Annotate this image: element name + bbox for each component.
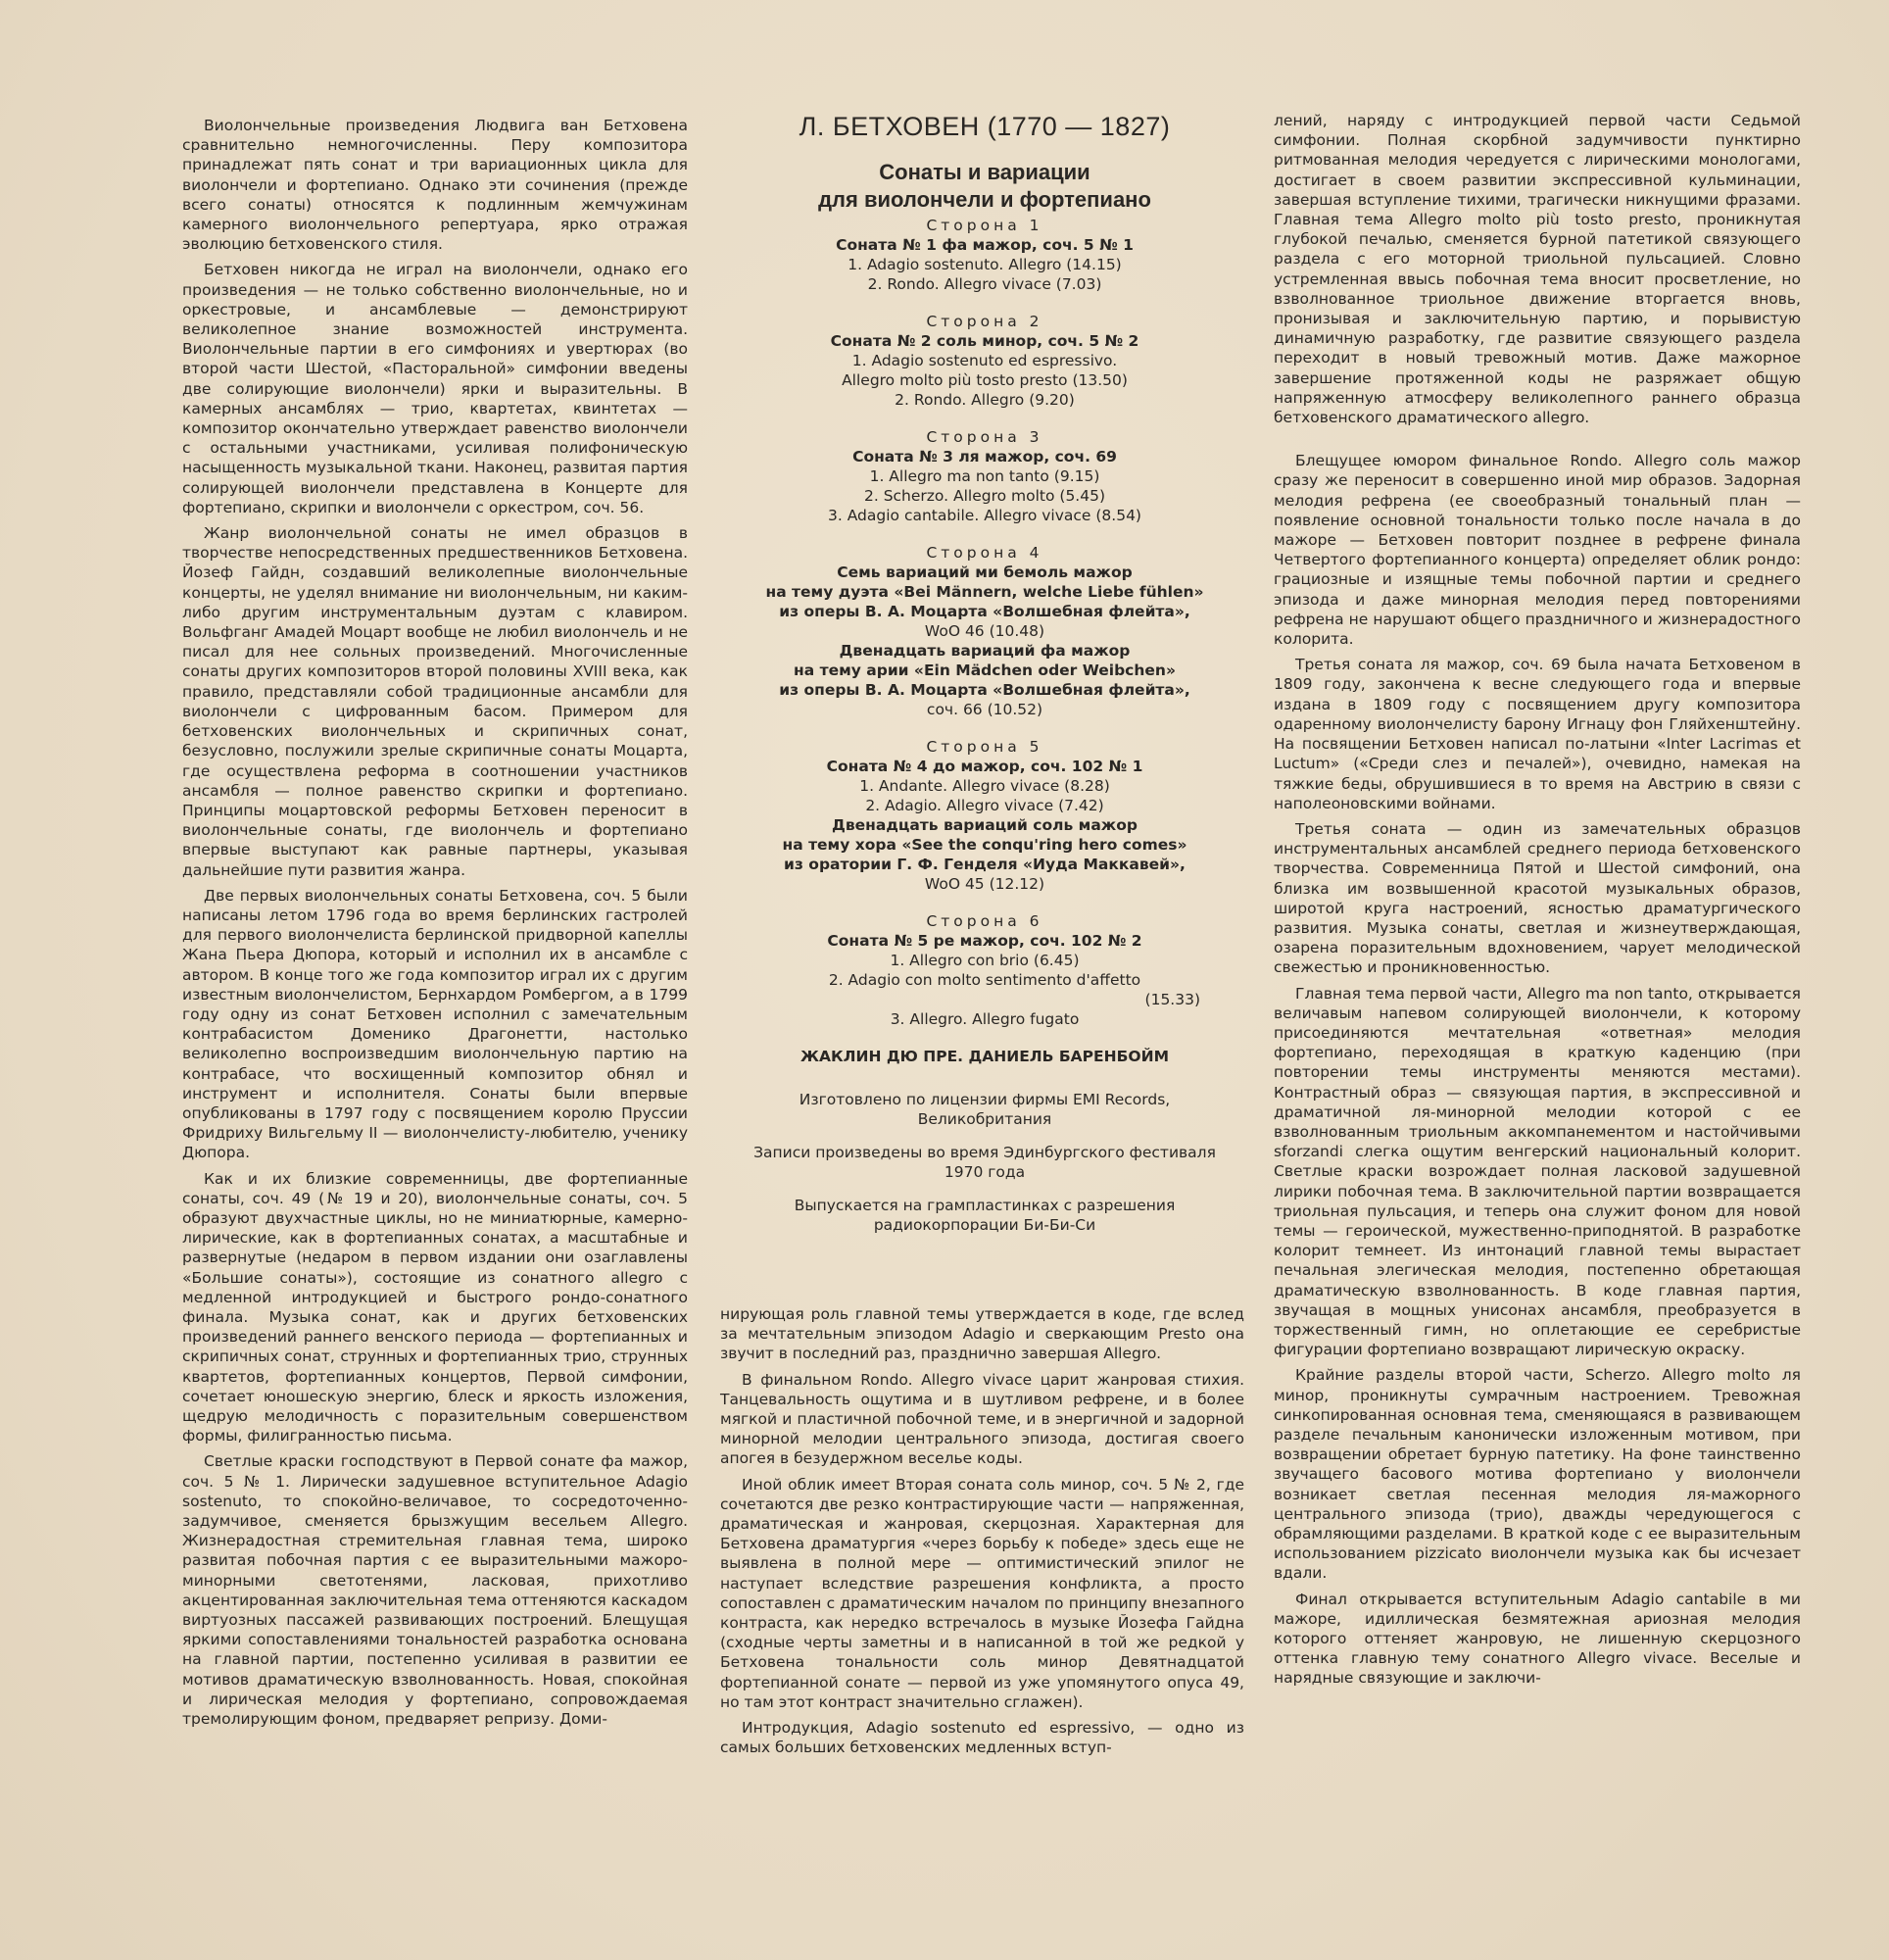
paragraph: Финал открывается вступительным Adagio cantabile в ми мажоре, идиллическая безмятежная ариозная мелодия которого оттеняет жанровую, не лишенную скерцозного оттенка главную тему сонатного Allegro vivace. Веселые и нарядные связующие и заключи- [1274,1590,1801,1688]
track-line: 1. Allegro ma non tanto (9.15) [869,467,1100,485]
recording-note: Записи произведены во время Эдинбургского фестиваля 1970 года [753,1144,1216,1181]
middle-text-column [720,1304,1244,1763]
track-line: 3. Allegro. Allegro fugato [890,1010,1080,1028]
paragraph-gap [1274,433,1801,451]
track-line: 3. Adagio cantabile. Allegro vivace (8.54) [828,507,1141,524]
paragraph: Блещущее юмором финальное Rondo. Allegro соль мажор сразу же переносит в совершенно иной мир образов. Задорная мелодия рефрена (ее своеобразный тональный план — появление основной тональности только после начала в до мажоре — Бетховен повторит позднее в рефрене финала Четвертого фортепианного концерта) определяет облик рондо: грациозные и изящные темы побочной партии и среднего эпизода и даже минорная мелодия перед повторениями рефрена не нарушают общего праздничного и жизнерадостного колорита. [1274,452,1801,649]
track-line: 2. Scherzo. Allegro molto (5.45) [863,487,1106,505]
track-line: Соната № 3 ля мажор, соч. 69 [852,448,1117,466]
paragraph: Крайние разделы второй части, Scherzo. Allegro molto ля минор, проникнуты сумрачным настроением. Тревожная синкопированная основная тема, сменяющаяся в развивающем разделе печальным канонически изложенным мотивом, при возвращении обретает бурную патетику. На фоне таинственно звучащего басового мотива фортепиано у виолончели возникает светлая песенная мелодия ля-мажорного центрального эпизода (трио), дважды чередующегося с обрамляющими разделами. В краткой коде с ее выразительным использованием pizzicato виолончели музыка как бы исчезает вдали. [1274,1366,1801,1583]
side-heading: Сторона 4 [926,544,1043,562]
paragraph: Третья соната — один из замечательных образцов инструментальных ансамблей среднего периода бетховенского творчества. Современница Пятой и Шестой симфоний, она близка им возвышенной красотой музыкальных образов, широтой круга настроений, ясностью драматургического развития. Музыка сонаты, светлая и жизнеутверждающая, озарена поразительным вдохновением, чарует мелодической свежестью и проникновенностью. [1274,819,1801,977]
track-line: 2. Rondo. Allegro vivace (7.03) [867,275,1102,293]
paragraph: Интродукция, Adagio sostenuto ed espressivo, — одно из самых больших бетховенских медленных вступ- [720,1719,1244,1757]
side-heading: Сторона 1 [926,217,1043,234]
track-line: Семь вариаций ми бемоль мажор [837,564,1133,581]
side-heading: Сторона 6 [926,912,1043,930]
track-line: Allegro molto più tosto presto (13.50) [842,371,1128,389]
track-line: 1. Andante. Allegro vivace (8.28) [859,777,1110,795]
track-line: 2. Adagio con molto sentimento d'affetto [828,971,1141,989]
side-block [745,216,1225,294]
track-line: Соната № 4 до мажор, соч. 102 № 1 [826,758,1143,775]
track-line: на тему хора «See the conqu'ring hero comes» [782,836,1187,854]
right-text-column [1274,111,1801,1694]
left-text-column [182,116,688,1735]
track-line: 1. Adagio sostenuto. Allegro (14.15) [848,256,1122,273]
paragraph: Бетховен никогда не играл на виолончели, однако его произведения — не только собственно виолончельные, но и оркестровые, и ансамблевые — демонстрируют великолепное знание возможностей инструмента. Виолончельные партии в его симфониях и увертюрах (во второй части Шестой, «Пасторальной» симфонии введены две солирующие виолончели) ярки и выразительны. В камерных ансамблях — трио, квартетах, квинтетах — композитор окончательно утверждает равенство виолончели с остальными участниками, усиливая полифоническую насыщенность музыкальной ткани. Наконец, развитая партия солирующей виолончели представлена в Концерте для фортепиано, скрипки и виолончели с оркестром, соч. 56. [182,261,688,516]
side-block [745,427,1225,525]
side-block [745,543,1225,719]
side-block [745,312,1225,410]
track-line: из оперы В. А. Моцарта «Волшебная флейта», [779,681,1190,699]
track-line: из оратории Г. Ф. Генделя «Иуда Маккавей», [784,856,1186,873]
side-block [745,911,1225,1029]
track-line: WoO 46 (10.48) [924,622,1045,640]
track-line: (15.33) [1144,991,1200,1008]
paragraph: нирующая роль главной темы утверждается в коде, где вслед за мечтательным эпизодом Adagio и сверкающим Presto она звучит в последний раз, празднично завершая Allegro. [720,1305,1244,1363]
track-line: Соната № 2 соль минор, соч. 5 № 2 [830,332,1139,350]
track-line: из оперы В. А. Моцарта «Волшебная флейта», [779,603,1190,620]
side-list [745,216,1225,1029]
track-line: WoO 45 (12.12) [924,875,1045,893]
paragraph: Как и их близкие современницы, две фортепианные сонаты, соч. 49 (№ 19 и 20), виолончельные сонаты, соч. 5 образуют двухчастные циклы, но не миниатюрные, камерно-лирические, как в фортепианных сонатах, а масштабные и развернутые (недаром в первом издании они озаглавлены «Большие сонаты»), состоящие из сонатного allegro с медленной интродукцией и быстрого рондо-сонатного финала. Музыка сонат, как и других бетховенских произведений раннего венского периода — фортепианных и скрипичных сонат, струнных и фортепианных трио, струнных квартетов, фортепианных концертов, Первой симфонии, сочетает юношескую энергию, блеск и яркость изложения, щедрую мелодичность с поразительным совершенством формы, филигранностью письма. [182,1169,688,1446]
album-title-line2: для виолончели и фортепиано [818,187,1151,212]
composer-heading: Л. БЕТХОВЕН (1770 — 1827) [799,112,1171,141]
paragraph: Иной облик имеет Вторая соната соль минор, соч. 5 № 2, где сочетаются две резко контрастирующие части — напряженная, драматическая и жанровая, скерцозная. Характерная для Бетховена драматургия «через борьбу к победе» здесь еще не выявлена в полной мере — оптимистический эпилог не наступает вследствие разрешения конфликта, а просто сопоставлен с драматическим началом по принципу внезапного контраста, как нередко встречалось в музыке Йозефа Гайдна (сходные черты заметны и в написанной в той же редкой у Бетховена тональности соль минор Девятнадцатой фортепианной сонате — первой из уже упомянутого опуса 49, но там этот контраст значительно сглажен). [720,1475,1244,1711]
paragraph: Третья соната ля мажор, соч. 69 была начата Бетховеном в 1809 году, закончена к весне следующего года и впервые издана в 1809 году с посвящением другу композитора одаренному виолончелисту барону Игнацу фон Гляйхенштейну. На посвящении Бетховен написал по-латыни «Inter Lacrimas et Luctum» («Среди слез и печалей»), очевидно, намекая на тяжкие беды, обрушившиеся в то время на Австрию в связи с наполеоновскими войнами. [1274,656,1801,812]
performers: ЖАКЛИН ДЮ ПРЕ. ДАНИЕЛЬ БАРЕНБОЙМ [800,1048,1169,1065]
side-block [745,737,1225,894]
track-line: 1. Adagio sostenuto ed espressivo. [851,352,1118,369]
track-line: на тему дуэта «Bei Männern, welche Liebe fühlen» [765,583,1204,601]
track-line: 1. Allegro con brio (6.45) [890,952,1080,969]
side-heading: Сторона 5 [926,738,1043,756]
side-heading: Сторона 2 [926,313,1043,330]
track-line: Двенадцать вариаций фа мажор [839,642,1131,660]
album-title-line1: Сонаты и вариации [879,160,1090,184]
track-line: 2. Adagio. Allegro vivace (7.42) [865,797,1104,814]
track-line: Соната № 1 фа мажор, соч. 5 № 1 [836,236,1134,254]
paragraph: Жанр виолончельной сонаты не имел образцов в творчестве непосредственных предшественников Бетховена. Йозеф Гайдн, создавший великолепные виолончельные концерты, не уделял внимание ни виолончельным, ни каким-либо другим инструментальным дуэтам с клавиром. Вольфганг Амадей Моцарт вообще не любил виолончель и не писал для нее сольных произведений. Многочисленные сонаты других композиторов второй половины XVIII века, как правило, представляли собой традиционные ансамбли для виолончели с цифрованным басом. Примером для бетховенских виолончельных и скрипичных сонат, безусловно, послужили зрелые скрипичные сонаты Моцарта, где осуществлена реформа в соотношении участников ансамбля — полное равенство скрипки и фортепиано. Принципы моцартовской реформы Бетховен переносит в виолончельные сонаты, где виолончель и фортепиано впервые выступают как равные партнеры, указывая дальнейшие пути развития жанра. [182,524,688,879]
track-line: на тему арии «Ein Mädchen oder Weibchen» [794,662,1176,679]
paragraph: В финальном Rondo. Allegro vivace царит жанровая стихия. Танцевальность ощутима и в шутливом рефрене, и в более мягкой и пластичной побочной теме, и в энергичной и задорной минорной мелодии центрального эпизода, достигая своего апогея в безудержном веселье коды. [720,1370,1244,1468]
release-note: Выпускается на грампластинках с разрешения радиокорпорации Би-Би-Си [794,1197,1176,1234]
track-line: Соната № 5 ре мажор, соч. 102 № 2 [827,932,1142,950]
license-note: Изготовлено по лицензии фирмы EMI Records, Великобритания [799,1091,1171,1128]
paragraph: Главная тема первой части, Allegro ma non tanto, открывается величавым напевом солирующей виолончели, к которому присоединяются мечтательная «ответная» мелодия фортепиано, переходящая в краткую каденцию (при повторении темы инструменты меняются местами). Контрастный образ — связующая партия, в экспрессивной и драматичной ля-минорной мелодии которой с ее взволнованным триольным аккомпанементом и настойчивыми sforzandi слегка ощутим венгерский национальный колорит. Светлые краски возрождает полная ласковой задушевной лирики побочная тема. В заключительной партии возвращается триольная пульсация, и теперь она служит фоном для новой темы — героической, мужественно-приподнятой. В разработке колорит темнеет. Из интонаций главной темы вырастает печальная элегическая мелодия, постепенно обретающая драматическую взволнованность. В коде главная партия, звучащая в мощных унисонах ансамбля, преобразуется в торжественный гимн, но оплетающие ее серебристые фигурации фортепиано возвращают лирическую окраску. [1274,984,1801,1359]
paragraph: Две первых виолончельных сонаты Бетховена, соч. 5 были написаны летом 1796 года во время берлинских гастролей для первого виолончелиста берлинской придворной капеллы Жана Пьера Дюпора, который и исполнил их в ансамбле с автором. В конце того же года композитор играл их с другим известным виолончелистом, Бернхардом Ромбергом, а в 1799 году одну из сонат Бетховен исполнил с замечательным контрабасистом Доменико Драгонетти, настолько великолепно воспроизведшим виолончельную партию на контрабасе, что восхищенный композитор обнял и инструмент и исполнителя. Сонаты были впервые опубликованы в 1797 году с посвящением королю Пруссии Фридриху Вильгельму II — виолончелисту-любителю, ученику Дюпора. [182,886,688,1162]
paragraph: лений, наряду с интродукцией первой части Седьмой симфонии. Полная скорбной задумчивости пунктирно ритмованная мелодия чередуется с лирическими монологами, достигает в своем развитии экспрессивной кульминации, завершая вступление тихими, трагически никнущими фразами. Главная тема Allegro molto più tosto presto, проникнутая глубокой печалью, сменяется бурной патетикой связующего раздела с его моторной триольной пульсацией. Словно устремленная ввысь побочная тема вносит просветление, но взволнованное триольное движение вторгается вновь, пронизывая и заключительную партию, и порывистую динамичную разработку, где развитие связующего раздела переходит в новый тревожный мотив. Даже мажорное завершение протяженной коды не разряжает общую напряженную атмосферу великолепного раннего образца бетховенского драматического allegro. [1274,112,1801,427]
track-line: Двенадцать вариаций соль мажор [832,816,1138,834]
paragraph: Виолончельные произведения Людвига ван Бетховена сравнительно немногочисленны. Перу композитора принадлежат пять сонат и три вариационных цикла для виолончели и фортепиано. Однако эти сочинения (прежде всего сонаты) относятся к подлинным жемчужинам камерного виолончельного репертуара, ярко отражая эволюцию бетховенского стиля. [182,117,688,254]
track-line: 2. Rondo. Allegro (9.20) [895,391,1075,409]
paragraph: Светлые краски господствуют в Первой сонате фа мажор, соч. 5 № 1. Лирически задушевное вступительное Adagio sostenuto, то спокойно-величавое, то сосредоточенно-задумчивое, сменяется брызжущим весельем Allegro. Жизнерадостная стремительная главная тема, широко развитая побочная партия с ее выразительными мажоро-минорными светотенями, ласковая, прихотливо акцентированная заключительная тема оттеняются каскадом виртуозных пассажей развивающих построений. Блещущая яркими сопоставлениями тональностей разработка основана на главной партии, постепенно усиливая в развитии ее мотивов драматическую взволнованность. Новая, спокойная и лирическая мелодия у фортепиано, сопровождаемая тремолирующим фоном, предваряет репризу. Доми- [182,1452,688,1729]
tracklist-block [745,110,1225,1249]
track-line: соч. 66 (10.52) [926,701,1043,718]
side-heading: Сторона 3 [926,428,1043,446]
